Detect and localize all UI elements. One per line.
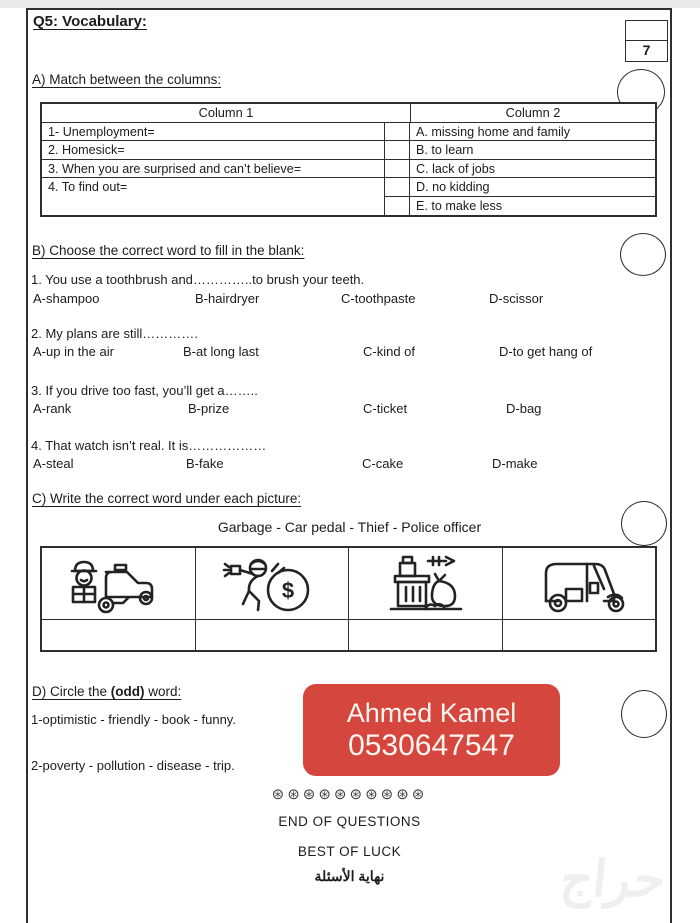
- option-c: C-toothpaste: [341, 291, 416, 306]
- option-d: D-bag: [506, 401, 542, 416]
- option-d: D-make: [492, 456, 538, 471]
- question-1-stem: 1. You use a toothbrush and…………..to brush your teeth.: [31, 272, 365, 287]
- odd-word-item-1: 1-optimistic - friendly - book - funny.: [31, 712, 236, 727]
- answer-cell: [196, 620, 350, 650]
- ornament-divider: ⊛⊛⊛⊛⊛⊛⊛⊛⊛⊛: [271, 786, 428, 803]
- score-box-empty-cell: [626, 21, 667, 41]
- question-3-options: [0, 401, 700, 417]
- option-a: A-shampoo: [33, 291, 100, 306]
- column2-item: C. lack of jobs: [410, 160, 655, 178]
- section-a-heading: A) Match between the columns:: [32, 72, 222, 87]
- section-d-heading-odd: (odd): [110, 684, 145, 699]
- option-b: B-fake: [186, 456, 224, 471]
- question-4-options: [0, 456, 700, 472]
- picture-table: [40, 546, 657, 652]
- odd-word-item-2: 2-poverty - pollution - disease - trip.: [31, 758, 235, 773]
- picture-cell: [503, 548, 656, 619]
- section-d-heading-prefix: D) Circle the: [32, 684, 111, 699]
- mark-circle-section-d: [621, 690, 667, 738]
- picture-cell: [42, 548, 196, 619]
- answer-letter-cell: [385, 178, 409, 196]
- score-value: 7: [642, 42, 651, 58]
- option-b: B-at long last: [183, 344, 259, 359]
- option-d: D-to get hang of: [499, 344, 593, 359]
- svg-text:$: $: [281, 577, 294, 603]
- option-d: D-scissor: [489, 291, 544, 306]
- mark-circle-section-b: [620, 233, 666, 276]
- question-2-stem: 2. My plans are still………….: [31, 326, 198, 341]
- picture-cell: [349, 548, 503, 619]
- column1-item: 2. Homesick=: [42, 141, 384, 159]
- answer-letter-cell: [385, 123, 409, 141]
- best-of-luck-text: BEST OF LUCK: [297, 844, 402, 859]
- matching-table: [40, 102, 657, 217]
- thief-icon: [220, 553, 324, 615]
- matching-table-header-row: [42, 104, 655, 123]
- option-b: B-prize: [188, 401, 230, 416]
- word-bank: Garbage - Car pedal - Thief - Police officer: [217, 519, 482, 535]
- page-title: Q5: Vocabulary:: [33, 13, 147, 30]
- column2-item: B. to learn: [410, 141, 655, 159]
- picture-row: [42, 548, 655, 620]
- column2-item: A. missing home and family: [410, 123, 655, 141]
- section-b-heading: B) Choose the correct word to fill in the blank:: [32, 243, 305, 258]
- answer-letter-cell: [385, 197, 409, 215]
- arabic-end-text: نهاية الأسئلة: [314, 868, 385, 884]
- question-3-stem: 3. If you drive too fast, you’ll get a……..: [31, 383, 258, 398]
- option-b: B-hairdryer: [195, 291, 260, 306]
- question-1-options: [0, 291, 700, 307]
- option-a: A-rank: [33, 401, 72, 416]
- column1-item: 4. To find out=: [48, 180, 128, 195]
- section-d-heading: [32, 684, 181, 699]
- section-d-heading-suffix: word:: [144, 684, 182, 699]
- question-4-stem: 4. That watch isn’t real. It is………………: [31, 438, 267, 453]
- teacher-name: Ahmed Kamel: [346, 698, 517, 728]
- teacher-phone: 0530647547: [348, 729, 515, 762]
- column2-header: Column 2: [505, 105, 561, 120]
- matching-table-body: [42, 123, 655, 215]
- section-c-heading: C) Write the correct word under each picture:: [32, 491, 302, 506]
- picture-cell: [196, 548, 350, 619]
- tuk-tuk-icon: [524, 553, 634, 615]
- scan-edge-band: [0, 0, 700, 8]
- end-of-questions-text: END OF QUESTIONS: [278, 814, 421, 829]
- column2-item: D. no kidding: [410, 178, 655, 196]
- option-c: C-ticket: [363, 401, 408, 416]
- column1-item: 1- Unemployment=: [42, 123, 384, 141]
- answer-row: [42, 620, 655, 650]
- answer-cell: [503, 620, 656, 650]
- column1-cells: [42, 123, 385, 215]
- answer-letter-cell: [385, 160, 409, 178]
- option-a: A-steal: [33, 456, 74, 471]
- option-c: C-cake: [362, 456, 404, 471]
- column2-item: E. to make less: [416, 198, 503, 213]
- answer-letter-cell: [385, 141, 409, 159]
- answer-cell: [42, 620, 196, 650]
- option-a: A-up in the air: [33, 344, 114, 359]
- question-2-options: [0, 344, 700, 360]
- teacher-stamp: [303, 684, 560, 776]
- column1-header: Column 1: [42, 104, 411, 122]
- column2-cells: [410, 123, 655, 215]
- column1-item: 3. When you are surprised and can’t believe=: [42, 160, 384, 178]
- answer-letter-cells: [385, 123, 410, 215]
- haraj-watermark: حراج: [557, 851, 669, 907]
- garbage-icon: [373, 553, 477, 615]
- score-box: [625, 20, 668, 62]
- option-c: C-kind of: [363, 344, 416, 359]
- answer-cell: [349, 620, 503, 650]
- police-officer-icon: [66, 553, 170, 615]
